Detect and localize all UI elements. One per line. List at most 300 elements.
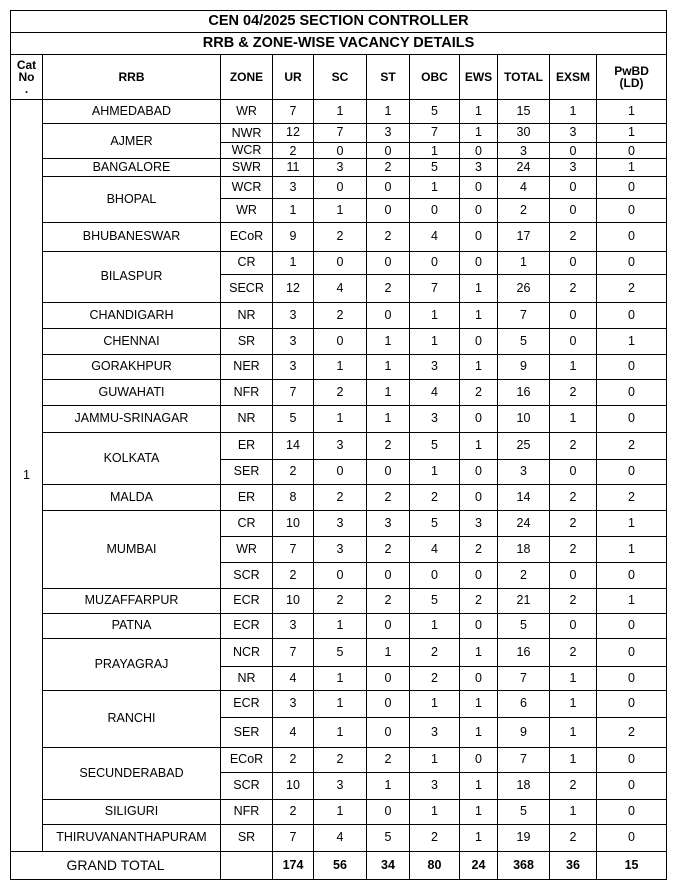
exsm-cell: 0 — [550, 613, 597, 638]
ur-cell: 10 — [273, 510, 314, 536]
st-cell: 2 — [367, 747, 410, 772]
ur-cell: 10 — [273, 588, 314, 613]
rrb-name-cell: THIRUVANANTHAPURAM — [43, 824, 221, 851]
pwbd-cell: 2 — [597, 717, 667, 747]
grand-total-exsm: 36 — [550, 851, 597, 879]
exsm-cell: 3 — [550, 124, 597, 143]
pwbd-cell: 0 — [597, 251, 667, 274]
ews-cell: 1 — [460, 354, 498, 379]
exsm-cell: 2 — [550, 222, 597, 251]
sc-cell: 1 — [314, 198, 367, 222]
total-cell: 5 — [498, 328, 550, 354]
table-row — [11, 690, 667, 717]
pwbd-cell: 0 — [597, 354, 667, 379]
header-exsm: EXSM — [550, 55, 597, 100]
table-row — [11, 432, 667, 459]
table-row — [11, 799, 667, 824]
st-cell: 1 — [367, 772, 410, 799]
ur-cell: 4 — [273, 666, 314, 690]
table-row — [11, 158, 667, 176]
exsm-cell: 0 — [550, 198, 597, 222]
header-obc: OBC — [410, 55, 460, 100]
obc-cell: 1 — [410, 459, 460, 484]
ews-cell: 0 — [460, 613, 498, 638]
zone-cell: ER — [221, 484, 273, 510]
st-cell: 1 — [367, 379, 410, 405]
sc-cell: 1 — [314, 405, 367, 432]
total-cell: 18 — [498, 772, 550, 799]
exsm-cell: 2 — [550, 824, 597, 851]
total-cell: 7 — [498, 747, 550, 772]
rrb-name-cell: CHENNAI — [43, 328, 221, 354]
exsm-cell: 0 — [550, 143, 597, 159]
st-cell: 0 — [367, 690, 410, 717]
grand-total-total: 368 — [498, 851, 550, 879]
exsm-cell: 0 — [550, 562, 597, 588]
sc-cell: 2 — [314, 747, 367, 772]
obc-cell: 7 — [410, 124, 460, 143]
total-cell: 5 — [498, 799, 550, 824]
total-cell: 24 — [498, 510, 550, 536]
exsm-cell: 3 — [550, 158, 597, 176]
zone-cell: WR — [221, 536, 273, 562]
table-row — [11, 379, 667, 405]
pwbd-cell: 0 — [597, 198, 667, 222]
st-cell: 2 — [367, 158, 410, 176]
exsm-cell: 0 — [550, 459, 597, 484]
table-row — [11, 484, 667, 510]
pwbd-cell: 1 — [597, 510, 667, 536]
header-pwbd: PwBD (LD) — [597, 55, 667, 100]
zone-cell: ECR — [221, 613, 273, 638]
zone-cell: NCR — [221, 638, 273, 666]
st-cell: 2 — [367, 536, 410, 562]
zone-cell: SER — [221, 459, 273, 484]
table-row — [11, 124, 667, 143]
obc-cell: 1 — [410, 143, 460, 159]
pwbd-cell: 0 — [597, 666, 667, 690]
rrb-name-cell: MUZAFFARPUR — [43, 588, 221, 613]
obc-cell: 0 — [410, 251, 460, 274]
zone-cell: NER — [221, 354, 273, 379]
ur-cell: 2 — [273, 799, 314, 824]
st-cell: 2 — [367, 588, 410, 613]
sc-cell: 0 — [314, 459, 367, 484]
pwbd-cell: 1 — [597, 328, 667, 354]
rrb-name-cell: GORAKHPUR — [43, 354, 221, 379]
grand-total-st: 34 — [367, 851, 410, 879]
ews-cell: 0 — [460, 328, 498, 354]
rrb-name-cell: JAMMU-SRINAGAR — [43, 405, 221, 432]
st-cell: 0 — [367, 176, 410, 198]
pwbd-cell: 1 — [597, 158, 667, 176]
table-row — [11, 328, 667, 354]
sc-cell: 2 — [314, 302, 367, 328]
rrb-name-cell: AHMEDABAD — [43, 100, 221, 124]
total-cell: 15 — [498, 100, 550, 124]
st-cell: 1 — [367, 638, 410, 666]
exsm-cell: 0 — [550, 251, 597, 274]
sc-cell: 2 — [314, 379, 367, 405]
ur-cell: 7 — [273, 100, 314, 124]
document-subtitle: RRB & ZONE-WISE VACANCY DETAILS — [11, 33, 667, 55]
header-sc: SC — [314, 55, 367, 100]
obc-cell: 4 — [410, 222, 460, 251]
sc-cell: 7 — [314, 124, 367, 143]
rrb-name-cell: BHOPAL — [43, 176, 221, 222]
exsm-cell: 1 — [550, 799, 597, 824]
ur-cell: 3 — [273, 690, 314, 717]
pwbd-cell: 0 — [597, 799, 667, 824]
rrb-name-cell: SECUNDERABAD — [43, 747, 221, 799]
zone-cell: CR — [221, 251, 273, 274]
ur-cell: 7 — [273, 638, 314, 666]
pwbd-cell: 0 — [597, 379, 667, 405]
obc-cell: 1 — [410, 176, 460, 198]
pwbd-cell: 2 — [597, 274, 667, 302]
sc-cell: 1 — [314, 690, 367, 717]
st-cell: 0 — [367, 613, 410, 638]
sc-cell: 3 — [314, 158, 367, 176]
total-cell: 10 — [498, 405, 550, 432]
header-cat-no: Cat No . — [11, 55, 43, 100]
pwbd-cell: 0 — [597, 222, 667, 251]
rrb-name-cell: MUMBAI — [43, 510, 221, 588]
sc-cell: 1 — [314, 354, 367, 379]
ur-cell: 1 — [273, 198, 314, 222]
exsm-cell: 0 — [550, 176, 597, 198]
ews-cell: 3 — [460, 510, 498, 536]
table-row — [11, 222, 667, 251]
sc-cell: 1 — [314, 100, 367, 124]
pwbd-cell: 1 — [597, 124, 667, 143]
st-cell: 0 — [367, 717, 410, 747]
zone-cell: WCR — [221, 143, 273, 159]
st-cell: 0 — [367, 799, 410, 824]
sc-cell: 2 — [314, 222, 367, 251]
zone-cell: CR — [221, 510, 273, 536]
exsm-cell: 1 — [550, 354, 597, 379]
pwbd-cell: 0 — [597, 143, 667, 159]
ur-cell: 2 — [273, 143, 314, 159]
sc-cell: 3 — [314, 536, 367, 562]
ur-cell: 10 — [273, 772, 314, 799]
obc-cell: 5 — [410, 588, 460, 613]
cat-no-cell: 1 — [11, 100, 43, 852]
obc-cell: 4 — [410, 379, 460, 405]
ews-cell: 0 — [460, 222, 498, 251]
ur-cell: 3 — [273, 328, 314, 354]
ews-cell: 0 — [460, 484, 498, 510]
zone-cell: SCR — [221, 772, 273, 799]
sc-cell: 2 — [314, 588, 367, 613]
total-cell: 3 — [498, 143, 550, 159]
table-row — [11, 251, 667, 274]
total-cell: 9 — [498, 717, 550, 747]
total-cell: 5 — [498, 613, 550, 638]
obc-cell: 5 — [410, 432, 460, 459]
grand-total-ews: 24 — [460, 851, 498, 879]
ur-cell: 7 — [273, 379, 314, 405]
sc-cell: 0 — [314, 176, 367, 198]
ur-cell: 7 — [273, 536, 314, 562]
total-cell: 2 — [498, 198, 550, 222]
rrb-name-cell: BANGALORE — [43, 158, 221, 176]
obc-cell: 5 — [410, 510, 460, 536]
st-cell: 0 — [367, 302, 410, 328]
total-cell: 18 — [498, 536, 550, 562]
exsm-cell: 0 — [550, 328, 597, 354]
pwbd-cell: 0 — [597, 176, 667, 198]
total-cell: 30 — [498, 124, 550, 143]
st-cell: 0 — [367, 251, 410, 274]
table-row — [11, 824, 667, 851]
total-cell: 16 — [498, 638, 550, 666]
rrb-name-cell: MALDA — [43, 484, 221, 510]
total-cell: 16 — [498, 379, 550, 405]
total-cell: 19 — [498, 824, 550, 851]
rrb-name-cell: PRAYAGRAJ — [43, 638, 221, 690]
vacancy-table — [10, 10, 667, 880]
pwbd-cell: 0 — [597, 747, 667, 772]
obc-cell: 1 — [410, 613, 460, 638]
obc-cell: 1 — [410, 690, 460, 717]
st-cell: 1 — [367, 100, 410, 124]
obc-cell: 5 — [410, 158, 460, 176]
sc-cell: 3 — [314, 510, 367, 536]
ews-cell: 0 — [460, 251, 498, 274]
pwbd-cell: 1 — [597, 588, 667, 613]
grand-total-row — [11, 851, 667, 879]
zone-cell: ECR — [221, 690, 273, 717]
pwbd-cell: 0 — [597, 613, 667, 638]
total-cell: 4 — [498, 176, 550, 198]
ur-cell: 12 — [273, 124, 314, 143]
ur-cell: 14 — [273, 432, 314, 459]
pwbd-cell: 2 — [597, 484, 667, 510]
pwbd-cell: 0 — [597, 772, 667, 799]
ews-cell: 0 — [460, 562, 498, 588]
total-cell: 21 — [498, 588, 550, 613]
exsm-cell: 1 — [550, 100, 597, 124]
ews-cell: 1 — [460, 824, 498, 851]
ur-cell: 5 — [273, 405, 314, 432]
ews-cell: 0 — [460, 747, 498, 772]
table-row — [11, 405, 667, 432]
ur-cell: 12 — [273, 274, 314, 302]
rrb-name-cell: AJMER — [43, 124, 221, 159]
exsm-cell: 2 — [550, 588, 597, 613]
rrb-name-cell: BILASPUR — [43, 251, 221, 302]
sc-cell: 0 — [314, 562, 367, 588]
rrb-name-cell: KOLKATA — [43, 432, 221, 484]
exsm-cell: 1 — [550, 747, 597, 772]
st-cell: 0 — [367, 143, 410, 159]
exsm-cell: 2 — [550, 536, 597, 562]
exsm-cell: 2 — [550, 510, 597, 536]
rrb-name-cell: CHANDIGARH — [43, 302, 221, 328]
document-title: CEN 04/2025 SECTION CONTROLLER — [11, 11, 667, 33]
table-row — [11, 354, 667, 379]
exsm-cell: 1 — [550, 405, 597, 432]
ur-cell: 3 — [273, 354, 314, 379]
st-cell: 1 — [367, 405, 410, 432]
obc-cell: 3 — [410, 405, 460, 432]
zone-cell: WR — [221, 198, 273, 222]
sc-cell: 1 — [314, 666, 367, 690]
header-ews: EWS — [460, 55, 498, 100]
zone-cell: SWR — [221, 158, 273, 176]
ur-cell: 8 — [273, 484, 314, 510]
pwbd-cell: 0 — [597, 562, 667, 588]
total-cell: 26 — [498, 274, 550, 302]
total-cell: 3 — [498, 459, 550, 484]
pwbd-cell: 1 — [597, 100, 667, 124]
zone-cell: ECoR — [221, 222, 273, 251]
exsm-cell: 2 — [550, 772, 597, 799]
zone-cell: SCR — [221, 562, 273, 588]
total-cell: 6 — [498, 690, 550, 717]
exsm-cell: 1 — [550, 690, 597, 717]
st-cell: 3 — [367, 124, 410, 143]
ur-cell: 1 — [273, 251, 314, 274]
total-cell: 7 — [498, 666, 550, 690]
table-row — [11, 588, 667, 613]
total-cell: 2 — [498, 562, 550, 588]
exsm-cell: 1 — [550, 717, 597, 747]
sc-cell: 0 — [314, 328, 367, 354]
obc-cell: 0 — [410, 562, 460, 588]
sc-cell: 4 — [314, 824, 367, 851]
zone-cell: WCR — [221, 176, 273, 198]
pwbd-cell: 1 — [597, 536, 667, 562]
obc-cell: 2 — [410, 666, 460, 690]
zone-cell: NFR — [221, 799, 273, 824]
table-row — [11, 176, 667, 198]
obc-cell: 1 — [410, 747, 460, 772]
table-row — [11, 100, 667, 124]
st-cell: 1 — [367, 328, 410, 354]
ur-cell: 4 — [273, 717, 314, 747]
ur-cell: 3 — [273, 176, 314, 198]
st-cell: 3 — [367, 510, 410, 536]
zone-cell: SR — [221, 824, 273, 851]
grand-total-label: GRAND TOTAL — [11, 851, 221, 879]
exsm-cell: 2 — [550, 274, 597, 302]
total-cell: 7 — [498, 302, 550, 328]
sc-cell: 1 — [314, 613, 367, 638]
grand-total-ur: 174 — [273, 851, 314, 879]
ur-cell: 7 — [273, 824, 314, 851]
grand-total-sc: 56 — [314, 851, 367, 879]
ur-cell: 9 — [273, 222, 314, 251]
zone-cell: WR — [221, 100, 273, 124]
ur-cell: 11 — [273, 158, 314, 176]
obc-cell: 1 — [410, 799, 460, 824]
rrb-name-cell: GUWAHATI — [43, 379, 221, 405]
obc-cell: 2 — [410, 484, 460, 510]
header-zone: ZONE — [221, 55, 273, 100]
pwbd-cell: 0 — [597, 405, 667, 432]
ews-cell: 2 — [460, 379, 498, 405]
obc-cell: 1 — [410, 328, 460, 354]
table-row — [11, 638, 667, 666]
st-cell: 0 — [367, 459, 410, 484]
ews-cell: 0 — [460, 198, 498, 222]
sc-cell: 1 — [314, 717, 367, 747]
ur-cell: 2 — [273, 562, 314, 588]
zone-cell: SR — [221, 328, 273, 354]
st-cell: 0 — [367, 562, 410, 588]
pwbd-cell: 0 — [597, 638, 667, 666]
sc-cell: 1 — [314, 799, 367, 824]
table-row — [11, 510, 667, 536]
sc-cell: 3 — [314, 432, 367, 459]
obc-cell: 7 — [410, 274, 460, 302]
st-cell: 2 — [367, 274, 410, 302]
ews-cell: 1 — [460, 124, 498, 143]
exsm-cell: 0 — [550, 302, 597, 328]
ews-cell: 1 — [460, 799, 498, 824]
pwbd-cell: 2 — [597, 432, 667, 459]
ews-cell: 1 — [460, 100, 498, 124]
total-cell: 17 — [498, 222, 550, 251]
ews-cell: 1 — [460, 638, 498, 666]
st-cell: 0 — [367, 666, 410, 690]
exsm-cell: 1 — [550, 666, 597, 690]
exsm-cell: 2 — [550, 432, 597, 459]
st-cell: 2 — [367, 222, 410, 251]
pwbd-cell: 0 — [597, 690, 667, 717]
zone-cell: ER — [221, 432, 273, 459]
zone-cell: NR — [221, 405, 273, 432]
ews-cell: 0 — [460, 176, 498, 198]
ews-cell: 1 — [460, 717, 498, 747]
sc-cell: 3 — [314, 772, 367, 799]
obc-cell: 1 — [410, 302, 460, 328]
rrb-name-cell: RANCHI — [43, 690, 221, 747]
rrb-name-cell: BHUBANESWAR — [43, 222, 221, 251]
obc-cell: 0 — [410, 198, 460, 222]
total-cell: 1 — [498, 251, 550, 274]
pwbd-cell: 0 — [597, 302, 667, 328]
rrb-name-cell: PATNA — [43, 613, 221, 638]
ur-cell: 3 — [273, 613, 314, 638]
header-total: TOTAL — [498, 55, 550, 100]
ews-cell: 0 — [460, 405, 498, 432]
ews-cell: 1 — [460, 690, 498, 717]
ews-cell: 0 — [460, 666, 498, 690]
obc-cell: 2 — [410, 824, 460, 851]
grand-total-zone-cell — [221, 851, 273, 879]
table-row — [11, 302, 667, 328]
sc-cell: 0 — [314, 251, 367, 274]
obc-cell: 4 — [410, 536, 460, 562]
st-cell: 1 — [367, 354, 410, 379]
header-rrb: RRB — [43, 55, 221, 100]
zone-cell: ECR — [221, 588, 273, 613]
zone-cell: SER — [221, 717, 273, 747]
grand-total-pwbd: 15 — [597, 851, 667, 879]
obc-cell: 3 — [410, 772, 460, 799]
ur-cell: 3 — [273, 302, 314, 328]
total-cell: 14 — [498, 484, 550, 510]
exsm-cell: 2 — [550, 638, 597, 666]
obc-cell: 5 — [410, 100, 460, 124]
ews-cell: 0 — [460, 459, 498, 484]
obc-cell: 3 — [410, 717, 460, 747]
st-cell: 5 — [367, 824, 410, 851]
